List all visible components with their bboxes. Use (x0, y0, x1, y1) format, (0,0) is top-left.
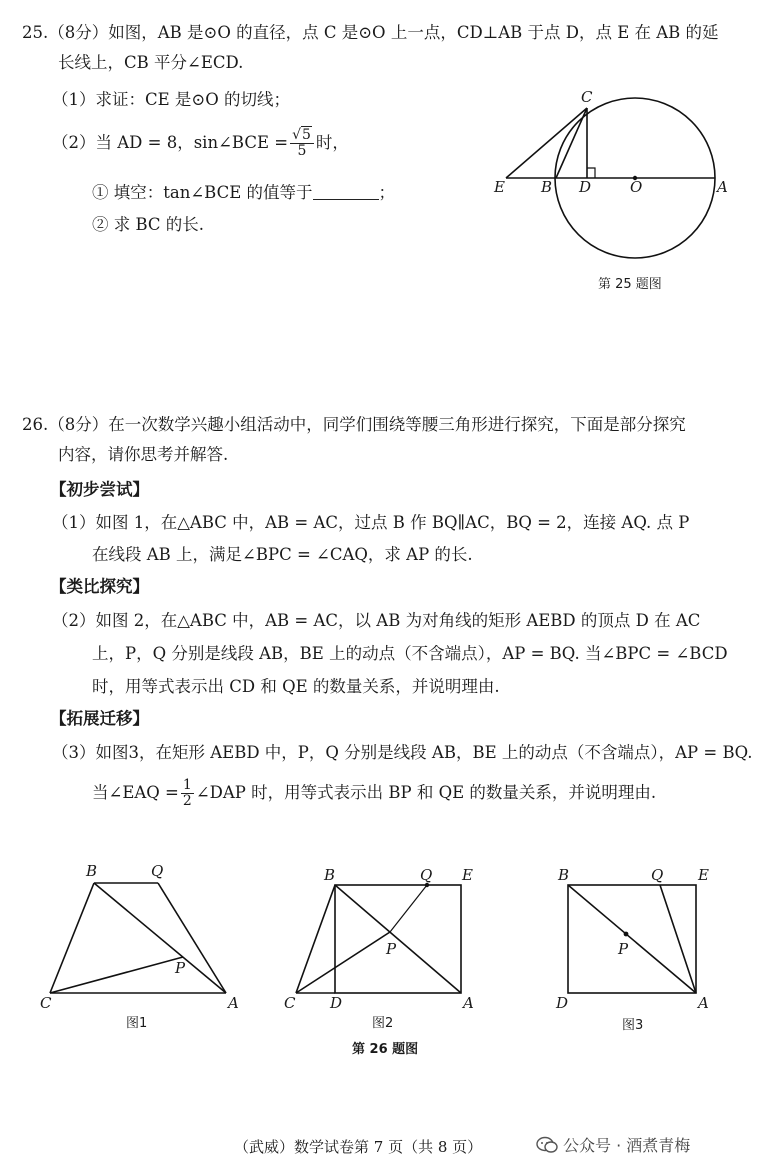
svg-text:Q: Q (420, 866, 433, 884)
watermark-text: 公众号 · 酒煮青梅 (563, 1136, 691, 1155)
q26-section-2: 【类比探究】 (50, 577, 149, 596)
svg-text:B: B (324, 866, 336, 884)
answer-blank (313, 181, 379, 200)
watermark (536, 1133, 690, 1156)
svg-text:A: A (698, 994, 709, 1012)
fig2-caption: 图2 (372, 1016, 394, 1031)
q26-p1-line2: 在线段 AB 上，满足∠BPC = ∠CAQ，求 AP 的长. (92, 545, 473, 564)
svg-text:Q: Q (151, 862, 164, 880)
svg-text:E: E (462, 866, 473, 884)
line-bc (556, 108, 587, 178)
q25-line1: 25.（8分）如图，AB 是⊙O 的直径，点 C 是⊙O 上一点，CD⊥AB 于点 D，点 E 在 AB 的延 (22, 23, 719, 42)
q26-line2: 内容，请你思考并解答. (58, 445, 229, 464)
q25-part2-text: （2）当 AD = 8，sin∠BCE = (52, 133, 289, 152)
q26-p2-line3: 时，用等式表示出 CD 和 QE 的数量关系，并说明理由. (92, 677, 500, 696)
label-e: E (494, 178, 505, 196)
svg-text:P: P (386, 940, 397, 958)
line-ec (506, 108, 587, 178)
q25-sub2: ② 求 BC 的长. (92, 215, 205, 234)
q25-figure-caption: 第 25 题图 (598, 277, 662, 292)
q26-figure-3 (548, 862, 728, 1012)
svg-text:B: B (558, 866, 570, 884)
svg-text:P: P (618, 940, 629, 958)
label-o: O (630, 178, 643, 196)
svg-text:E: E (698, 866, 709, 884)
q25-fraction: $\frac{√5}{5}$ (290, 128, 314, 159)
wechat-icon (536, 1135, 558, 1155)
svg-text:A: A (228, 994, 239, 1012)
svg-text:A: A (463, 994, 474, 1012)
fig1-caption: 图1 (126, 1016, 148, 1031)
q25-part2-suffix: 时， (315, 133, 349, 152)
svg-text:B: B (86, 862, 98, 880)
q25-part1: （1）求证：CE 是⊙O 的切线； (52, 90, 291, 109)
q25-figure (480, 82, 750, 272)
right-angle-mark (587, 168, 595, 178)
svg-text:D: D (330, 994, 343, 1012)
q26-p2-line2: 上，P，Q 分别是线段 AB，BE 上的动点（不含端点），AP = BQ. 当∠BPC = ∠BCD (92, 644, 728, 663)
svg-text:Q: Q (651, 866, 664, 884)
q26-figure-1 (36, 858, 246, 1013)
label-a: A (717, 178, 728, 196)
q26-p3-line1: （3）如图3，在矩形 AEBD 中，P，Q 分别是线段 AB，BE 上的动点（不含端点），AP = BQ. (52, 743, 753, 762)
q26-p1-line1: （1）如图 1，在△ABC 中，AB = AC，过点 B 作 BQ∥AC，BQ = 2，连接 AQ. 点 P (52, 513, 690, 532)
q26-figure-caption: 第 26 题图 (352, 1042, 419, 1057)
label-d: D (579, 178, 592, 196)
q26-section-3: 【拓展迁移】 (50, 709, 149, 728)
q25-sub1: ① 填空：tan∠BCE 的值等于 ； (92, 183, 396, 202)
q26-p3-line2: 当∠EAQ = $\frac{1}{2}$ ∠DAP 时，用等式表示出 BP 和 QE 的数量关系，并说明理由. (92, 777, 657, 809)
q26-line1: 26.（8分）在一次数学兴趣小组活动中，同学们围绕等腰三角形进行探究，下面是部分探究 (22, 415, 686, 434)
svg-text:C: C (40, 994, 52, 1012)
q26-p2-line1: （2）如图 2，在△ABC 中，AB = AC，以 AB 为对角线的矩形 AEBD 的顶点 D 在 AC (52, 611, 701, 630)
q25-line2: 长线上，CB 平分∠ECD. (58, 53, 244, 72)
q26-section-1: 【初步尝试】 (50, 480, 149, 499)
q25-part2 (52, 128, 349, 159)
q26-figure-2 (282, 862, 492, 1012)
page-footer: （武威）数学试卷第 7 页（共 8 页） (234, 1138, 483, 1156)
label-b: B (541, 178, 553, 196)
label-c: C (581, 88, 593, 106)
fig3-caption: 图3 (622, 1018, 644, 1033)
svg-text:P: P (175, 959, 186, 977)
svg-text:D: D (556, 994, 569, 1012)
svg-text:C: C (284, 994, 296, 1012)
q26-fraction: $\frac{1}{2}$ (182, 777, 192, 809)
